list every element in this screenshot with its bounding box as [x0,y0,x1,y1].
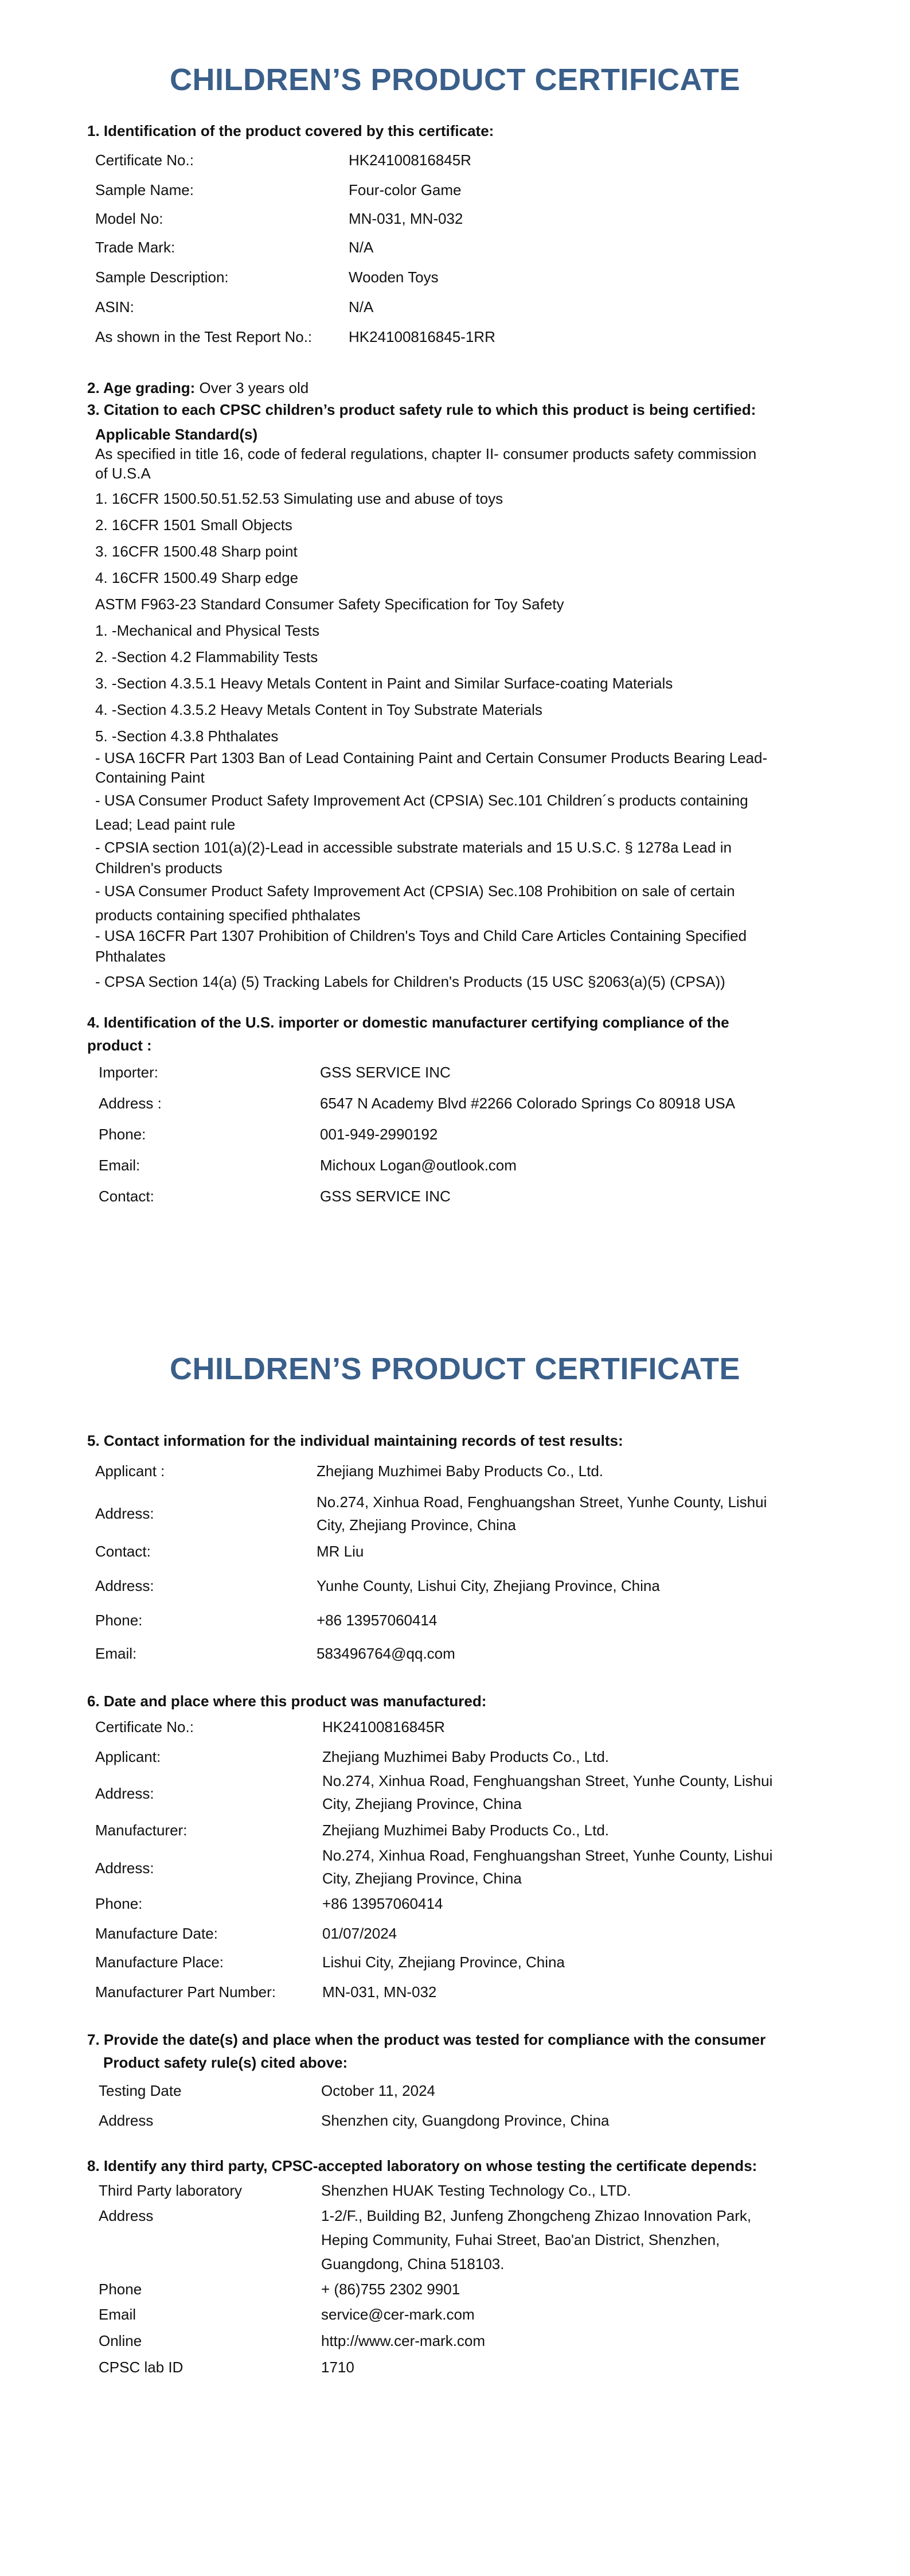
row-value-line: No.274, Xinhua Road, Fenghuangshan Street, Yunhe County, Lishui [322,1772,773,1789]
list-item: 5. -Section 4.3.8 Phthalates [95,727,279,745]
section-6-heading: 6. Date and place where this product was manufactured: [87,1692,487,1710]
row-value-line: Guangdong, China 518103. [321,2255,505,2273]
row-label: Third Party laboratory [99,2182,242,2199]
row-label: Contact: [99,1188,154,1205]
row-label: Model No: [95,210,163,227]
list-item: 2. 16CFR 1501 Small Objects [95,516,292,534]
row-label: Manufacture Place: [95,1954,224,1971]
list-item: Containing Paint [95,769,205,786]
row-label: Address: [95,1859,154,1877]
list-item: of U.S.A [95,465,151,482]
section-4-heading: 4. Identification of the U.S. importer or domestic manufacturer certifying compliance of the [87,1014,729,1031]
row-label: Phone: [95,1612,143,1629]
row-value: MN-031, MN-032 [349,210,463,227]
row-value-line: No.274, Xinhua Road, Fenghuangshan Street, Yunhe County, Lishui [322,1847,773,1864]
row-value: 001-949-2990192 [320,1126,438,1143]
row-label: Email: [99,1157,140,1174]
row-value: + (86)755 2302 9901 [321,2281,460,2298]
row-label: Testing Date [99,2082,182,2099]
row-label: Applicant: [95,1748,161,1765]
section-3-heading: 3. Citation to each CPSC children’s product safety rule to which this product is being certified: [87,401,756,418]
row-value: HK24100816845-1RR [349,328,495,345]
row-label: Address [99,2207,154,2224]
row-label: Contact: [95,1543,151,1560]
page-title: CHILDREN’S PRODUCT CERTIFICATE [170,63,740,97]
list-item: - USA Consumer Product Safety Improvement Act (CPSIA) Sec.108 Prohibition on sale of certain [95,882,735,900]
list-item: 4. -Section 4.3.5.2 Heavy Metals Content in Toy Substrate Materials [95,701,542,718]
row-label: Sample Name: [95,181,194,199]
row-value: 1710 [321,2359,354,2376]
row-value: Zhejiang Muzhimei Baby Products Co., Ltd. [322,1748,610,1765]
list-item: 4. 16CFR 1500.49 Sharp edge [95,569,299,586]
row-label: Address: [95,1577,154,1594]
row-label: Manufacturer: [95,1822,188,1839]
list-item: 2. -Section 4.2 Flammability Tests [95,648,318,666]
row-value-line: 1-2/F., Building B2, Junfeng Zhongcheng Zhizao Innovation Park, [321,2207,752,2224]
row-value: 01/07/2024 [322,1925,397,1942]
row-value: GSS SERVICE INC [320,1064,451,1081]
list-item: 1. -Mechanical and Physical Tests [95,622,320,639]
row-value: Shenzhen HUAK Testing Technology Co., LTD. [321,2182,631,2199]
row-value: Yunhe County, Lishui City, Zhejiang Province, China [317,1577,660,1594]
row-value: Four-color Game [349,181,462,199]
row-value: +86 13957060414 [317,1612,438,1629]
list-item: ASTM F963-23 Standard Consumer Safety Specification for Toy Safety [95,596,564,613]
section-7-heading-cont: Product safety rule(s) cited above: [103,2054,348,2071]
section-7-heading: 7. Provide the date(s) and place when the product was tested for compliance with the consumer [87,2031,766,2048]
row-value: MR Liu [317,1543,364,1560]
row-value: Lishui City, Zhejiang Province, China [322,1954,565,1971]
row-label: Certificate No.: [95,151,194,169]
list-item: - CPSIA section 101(a)(2)-Lead in accessible substrate materials and 15 U.S.C. § 1278a Lead in [95,839,732,856]
row-label: Address [99,2112,154,2129]
row-label: Trade Mark: [95,239,175,256]
row-value: GSS SERVICE INC [320,1188,451,1205]
row-value: Zhejiang Muzhimei Baby Products Co., Ltd. [317,1462,604,1480]
row-value: Shenzhen city, Guangdong Province, China [321,2112,610,2129]
age-grading-value: Over 3 years old [195,379,309,396]
list-item: Lead; Lead paint rule [95,816,236,833]
list-item: - USA 16CFR Part 1303 Ban of Lead Containing Paint and Certain Consumer Products Bearing Lead- [95,749,768,766]
certificate-page-2 [0,1288,910,2576]
row-value-line: City, Zhejiang Province, China [322,1795,522,1812]
row-label: Manufacture Date: [95,1925,218,1942]
section-2 [87,376,308,399]
list-item: 1. 16CFR 1500.50.51.52.53 Simulating use and abuse of toys [95,490,503,507]
row-label: Sample Description: [95,269,229,286]
list-item: Children's products [95,859,222,877]
list-item: products containing specified phthalates [95,906,361,924]
row-label: Email: [95,1645,137,1662]
row-label: Address: [95,1505,154,1522]
section-4-heading-cont: product : [87,1037,152,1054]
row-label: Online [99,2332,142,2349]
list-item: As specified in title 16, code of federal regulations, chapter II- consumer products safety commission [95,445,757,462]
row-value: +86 13957060414 [322,1895,443,1912]
list-item: 3. -Section 4.3.5.1 Heavy Metals Content in Paint and Similar Surface-coating Materials [95,675,673,692]
section-1-heading: 1. Identification of the product covered by this certificate: [87,122,494,139]
row-value: 583496764@qq.com [317,1645,455,1662]
row-label: Phone: [95,1895,143,1912]
row-value: 6547 N Academy Blvd #2266 Colorado Springs Co 80918 USA [320,1095,736,1112]
row-value: October 11, 2024 [321,2082,435,2099]
section-2-heading: 2. Age grading: [87,379,196,396]
row-label: ASIN: [95,298,134,316]
row-label: Applicant : [95,1462,165,1480]
row-value: N/A [349,298,374,316]
list-item: Phthalates [95,948,166,965]
row-value: Wooden Toys [349,269,439,286]
row-value: Zhejiang Muzhimei Baby Products Co., Ltd. [322,1822,610,1839]
page-title: CHILDREN’S PRODUCT CERTIFICATE [170,1352,740,1386]
row-value: HK24100816845R [322,1718,445,1736]
row-label: As shown in the Test Report No.: [95,328,313,345]
row-value-line: No.274, Xinhua Road, Fenghuangshan Street, Yunhe County, Lishui [317,1493,767,1511]
row-label: Email [99,2306,136,2323]
row-value: MN-031, MN-032 [322,1983,437,2001]
row-value-line: Heping Community, Fuhai Street, Bao'an District, Shenzhen, [321,2231,720,2248]
row-label: Address : [99,1095,162,1112]
row-value: HK24100816845R [349,151,471,169]
section-5-heading: 5. Contact information for the individual maintaining records of test results: [87,1432,623,1449]
row-value: N/A [349,239,374,256]
row-label: CPSC lab ID [99,2359,183,2376]
row-value-line: City, Zhejiang Province, China [317,1516,516,1534]
list-item: 3. 16CFR 1500.48 Sharp point [95,543,298,560]
list-item: - USA Consumer Product Safety Improvement Act (CPSIA) Sec.101 Children´s products containing [95,792,748,809]
row-label: Address: [95,1785,154,1802]
row-label: Certificate No.: [95,1718,194,1736]
list-item: - CPSA Section 14(a) (5) Tracking Labels for Children's Products (15 USC §2063(a)(5) (CPSA)) [95,973,725,990]
row-value: Michoux Logan@outlook.com [320,1157,517,1174]
applicable-standards-heading: Applicable Standard(s) [95,426,258,443]
list-item: - USA 16CFR Part 1307 Prohibition of Children's Toys and Child Care Articles Containing Specified [95,927,747,944]
row-label: Manufacturer Part Number: [95,1983,276,2001]
row-label: Phone: [99,1126,146,1143]
row-value: http://www.cer-mark.com [321,2332,486,2349]
section-8-heading: 8. Identify any third party, CPSC-accepted laboratory on whose testing the certificate depends: [87,2157,757,2174]
row-label: Phone [99,2281,142,2298]
row-label: Importer: [99,1064,159,1081]
row-value: service@cer-mark.com [321,2306,475,2323]
row-value-line: City, Zhejiang Province, China [322,1870,522,1887]
